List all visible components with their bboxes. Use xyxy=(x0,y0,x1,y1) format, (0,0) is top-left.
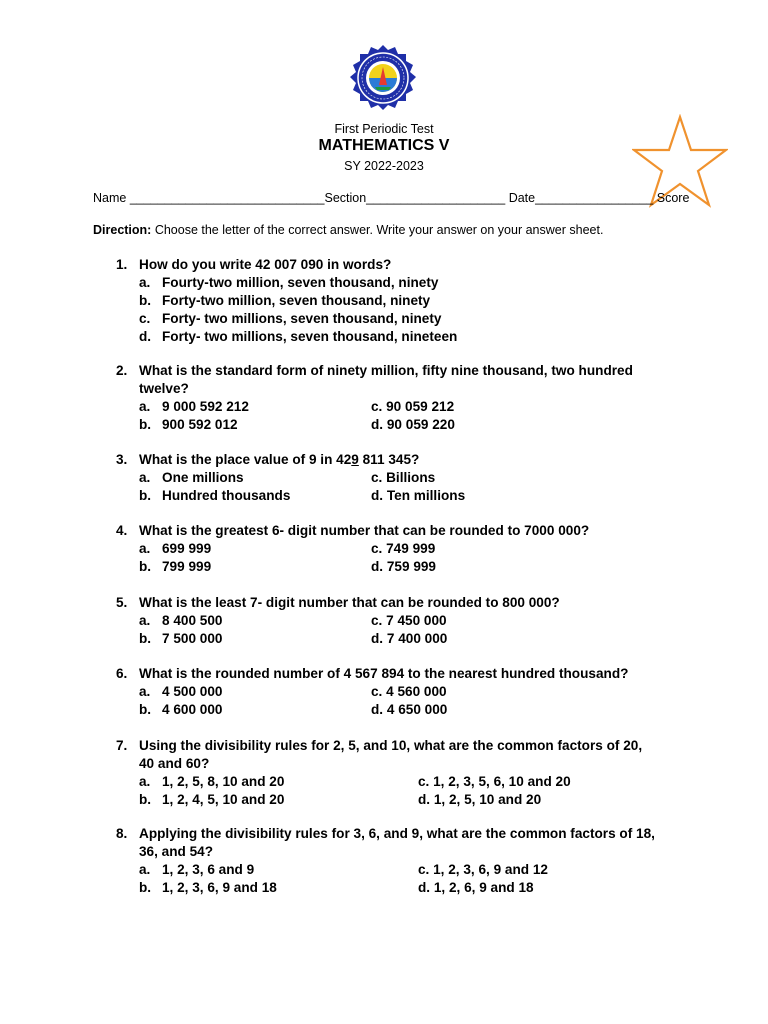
question-stem: What is the standard form of ninety million, fifty nine thousand, two hundred twelve? xyxy=(139,363,633,396)
option-text: 1, 2, 4, 5, 10 and 20 xyxy=(162,792,285,807)
option-row[interactable] xyxy=(0,701,768,719)
option-text: 1, 2, 3, 6 and 9 xyxy=(162,862,255,877)
option-row[interactable] xyxy=(0,469,768,487)
option-letter: b. xyxy=(139,488,152,503)
question-6 xyxy=(0,665,768,719)
option-right[interactable]: c. 749 999 xyxy=(371,541,436,556)
option-text: Forty-two million, seven thousand, ninety xyxy=(162,293,431,308)
question-number: 1. xyxy=(116,257,128,272)
option-text: 4 600 000 xyxy=(162,702,223,717)
question-number: 3. xyxy=(116,452,128,467)
question-stem: What is the greatest 6- digit number that can be rounded to 7000 000? xyxy=(139,523,590,538)
option-row[interactable] xyxy=(0,558,768,576)
question-4 xyxy=(0,522,768,576)
option-letter: a. xyxy=(139,774,151,789)
direction xyxy=(93,223,603,237)
question-5 xyxy=(0,594,768,648)
option-letter: b. xyxy=(139,880,152,895)
question-stem: What is the least 7- digit number that can be rounded to 800 000? xyxy=(139,595,560,610)
school-year: SY 2022-2023 xyxy=(344,159,424,173)
question-stem: What is the rounded number of 4 567 894 to the nearest hundred thousand? xyxy=(139,666,629,681)
option-row[interactable] xyxy=(0,416,768,434)
option-text: Hundred thousands xyxy=(162,488,291,503)
option-row[interactable] xyxy=(0,274,768,292)
direction-text: Choose the letter of the correct answer. Write your answer on your answer sheet. xyxy=(151,223,604,237)
option-right[interactable]: c. 90 059 212 xyxy=(371,399,455,414)
option-text: Forty- two millions, seven thousand, ninety xyxy=(162,311,442,326)
option-right[interactable]: d. 90 059 220 xyxy=(371,417,455,432)
option-row[interactable] xyxy=(0,683,768,701)
question-3 xyxy=(0,451,768,505)
option-right[interactable]: d. 7 400 000 xyxy=(371,631,448,646)
option-letter: a. xyxy=(139,613,151,628)
option-text: 7 500 000 xyxy=(162,631,223,646)
question-number: 8. xyxy=(116,826,128,841)
option-letter: b. xyxy=(139,702,152,717)
question-stem: How do you write 42 007 090 in words? xyxy=(139,257,392,272)
underlined-digit: 9 xyxy=(351,452,359,467)
date-field[interactable]: Date_________________ xyxy=(505,191,654,205)
option-right[interactable]: d. Ten millions xyxy=(371,488,466,503)
option-letter: b. xyxy=(139,293,152,308)
section-field[interactable]: Section____________________ xyxy=(324,191,506,205)
option-right[interactable]: c. 4 560 000 xyxy=(371,684,447,699)
option-row[interactable] xyxy=(0,773,768,791)
test-name: First Periodic Test xyxy=(334,122,434,136)
question-number: 4. xyxy=(116,523,128,538)
option-text: 4 500 000 xyxy=(162,684,223,699)
option-right[interactable]: d. 1, 2, 5, 10 and 20 xyxy=(418,792,542,807)
option-row[interactable] xyxy=(0,791,768,809)
option-text: 1, 2, 3, 6, 9 and 18 xyxy=(162,880,277,895)
option-letter: b. xyxy=(139,631,152,646)
question-stem: What is the place value of 9 in 42 xyxy=(139,452,352,467)
option-letter: a. xyxy=(139,684,151,699)
option-right[interactable]: d. 4 650 000 xyxy=(371,702,448,717)
student-info-line xyxy=(93,191,689,205)
option-row[interactable] xyxy=(0,487,768,505)
question-stem-end: 811 345? xyxy=(358,452,420,467)
question-number: 7. xyxy=(116,738,128,753)
option-letter: a. xyxy=(139,470,151,485)
subject-title: MATHEMATICS V xyxy=(318,137,450,154)
option-letter: b. xyxy=(139,792,152,807)
option-text: 9 000 592 212 xyxy=(162,399,249,414)
option-letter: a. xyxy=(139,399,151,414)
question-number: 5. xyxy=(116,595,128,610)
option-text: 8 400 500 xyxy=(162,613,223,628)
option-letter: b. xyxy=(139,417,152,432)
score-field: Score xyxy=(653,191,690,205)
question-2 xyxy=(0,362,768,434)
option-right[interactable]: d. 759 999 xyxy=(371,559,436,574)
option-text: 799 999 xyxy=(162,559,212,574)
option-text: 1, 2, 5, 8, 10 and 20 xyxy=(162,774,285,789)
school-seal-logo xyxy=(343,44,423,114)
option-right[interactable]: c. 1, 2, 3, 6, 9 and 12 xyxy=(418,862,548,877)
question-number: 2. xyxy=(116,363,128,378)
option-row[interactable] xyxy=(0,879,768,897)
question-number: 6. xyxy=(116,666,128,681)
option-letter: a. xyxy=(139,541,151,556)
option-row[interactable] xyxy=(0,310,768,328)
option-letter: a. xyxy=(139,862,151,877)
name-field[interactable]: Name ____________________________ xyxy=(93,191,325,205)
option-letter: d. xyxy=(139,329,152,344)
option-row[interactable] xyxy=(0,612,768,630)
option-text: Fourty-two million, seven thousand, ninety xyxy=(162,275,439,290)
option-text: 900 592 012 xyxy=(162,417,238,432)
direction-label: Direction: xyxy=(93,223,152,237)
question-1 xyxy=(0,256,768,346)
option-right[interactable]: d. 1, 2, 6, 9 and 18 xyxy=(418,880,534,895)
option-row[interactable] xyxy=(0,328,768,346)
option-text: 699 999 xyxy=(162,541,212,556)
option-row[interactable] xyxy=(0,292,768,310)
question-8 xyxy=(0,825,768,897)
option-letter: b. xyxy=(139,559,152,574)
option-text: Forty- two millions, seven thousand, nineteen xyxy=(162,329,458,344)
question-stem: Applying the divisibility rules for 3, 6, and 9, what are the common factors of 18, 36, and 54? xyxy=(139,826,655,859)
option-row[interactable] xyxy=(0,398,768,416)
option-row[interactable] xyxy=(0,861,768,879)
option-row[interactable] xyxy=(0,630,768,648)
question-7 xyxy=(0,737,768,809)
question-stem: Using the divisibility rules for 2, 5, and 10, what are the common factors of 20, 40 and 60? xyxy=(139,738,643,771)
option-right[interactable]: c. 7 450 000 xyxy=(371,613,447,628)
option-letter: a. xyxy=(139,275,151,290)
option-text: One millions xyxy=(162,470,244,485)
option-right[interactable]: c. 1, 2, 3, 5, 6, 10 and 20 xyxy=(418,774,571,789)
option-row[interactable] xyxy=(0,540,768,558)
option-letter: c. xyxy=(139,311,151,326)
option-right[interactable]: c. Billions xyxy=(371,470,436,485)
